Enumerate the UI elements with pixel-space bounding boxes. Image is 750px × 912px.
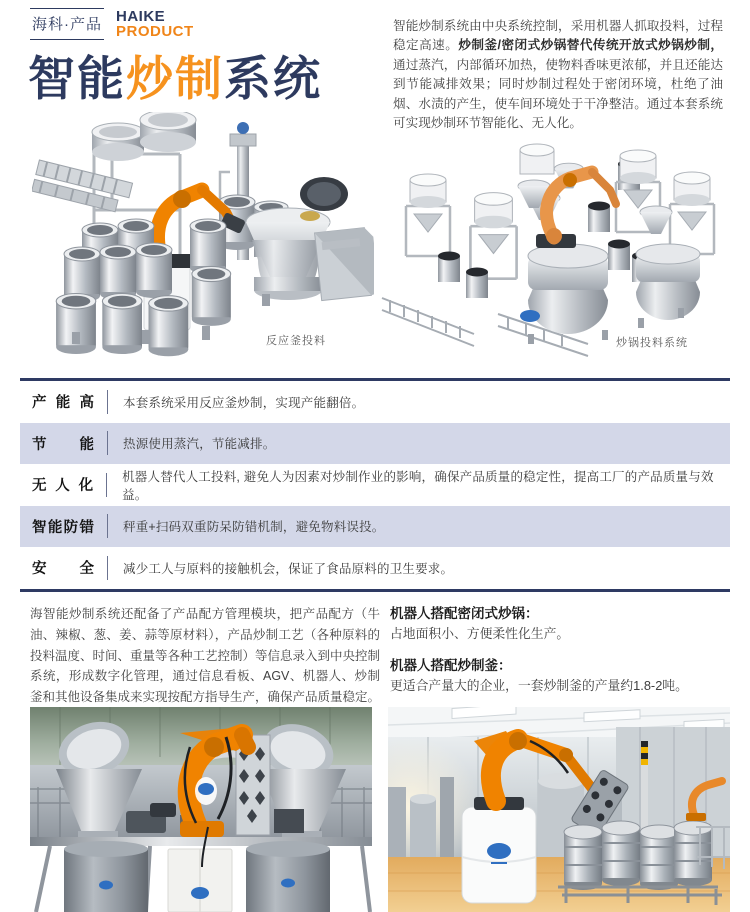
config-2-body: 更适合产量大的企业，一套炒制釜的产量约1.8-2吨。: [390, 678, 688, 693]
brand-english-product: PRODUCT: [116, 23, 194, 40]
config-1-heading: 机器人搭配密闭式炒锅：: [390, 606, 539, 621]
feature-desc: 机器人替代人工投料, 避免人为因素对炒制作业的影响，确保产品质量的稳定性，提高工厂的产品质量与效益。: [122, 469, 714, 502]
feature-row-safety: [20, 547, 730, 589]
intro-text-bold: 炒制釜/密闭式炒锅替代传统开放式炒锅炒制，: [458, 38, 724, 53]
feature-label: 无人化: [32, 478, 94, 495]
right-stations: [554, 150, 714, 254]
feature-row-capacity: [20, 381, 730, 423]
feature-label: 安全: [32, 561, 94, 578]
reaction-kettle-illustration: [32, 112, 374, 362]
render-wok-system-figure: [378, 138, 730, 362]
brand-english: [116, 9, 194, 39]
feature-row-unmanned: [20, 464, 730, 506]
feature-desc: 秤重+扫码双重防呆防错机制，避免物料误投。: [123, 520, 385, 535]
gripper-rack: [32, 160, 133, 214]
feature-desc: 减少工人与原料的接触机会，保证了食品原料的卫生要求。: [123, 561, 454, 576]
brand-english-haike: HAIKE: [116, 8, 166, 25]
brand-block: [30, 8, 194, 40]
config-1-body: 占地面积小、方便柔性化生产。: [390, 626, 570, 641]
title-part-2: 炒制: [126, 52, 224, 105]
control-box: [315, 227, 374, 301]
label-divider: [107, 390, 108, 414]
render-left-caption: 反应釜投料: [266, 335, 326, 347]
feature-row-error-proof: [20, 506, 730, 548]
label-divider: [107, 556, 108, 580]
wok-feeding-illustration: [378, 138, 730, 362]
label-divider: [106, 473, 107, 497]
config-2-heading: 机器人搭配炒制釜：: [390, 658, 512, 673]
title-part-1: 智能: [28, 52, 126, 105]
label-divider: [107, 514, 108, 538]
recipe-module-paragraph: 海智能炒制系统还配备了产品配方管理模块，把产品配方（牛油、辣椒、葱、姜、蒜等原材料），产品炒制工艺（各种原料的投料温度、时间、重量等各种工艺控制）等信息录入到中央控制系统，形成数字化管理，通过信息看板、AGV、机器人、炒制釜和其他设备集成来实现按配方指导生产，确保产品质量稳定。: [30, 607, 381, 705]
feature-label: 智能防错: [32, 519, 94, 536]
feature-desc: 热源使用蒸汽，节能减排。: [123, 437, 276, 452]
feature-desc: 本套系统采用反应釜炒制，实现产能翻倍。: [123, 395, 365, 410]
brand-chinese: 海科·产品: [30, 8, 104, 40]
photo-robot-drums: [388, 707, 730, 912]
intro-text-regular: 智能炒制系统由中央系统控制，采用机器人抓取投料，过程稳定高速。: [393, 19, 723, 53]
render-right-caption: 炒锅投料系统: [616, 337, 688, 349]
features-table: [20, 378, 730, 592]
feature-row-energy: [20, 423, 730, 465]
pedestal-tank: [462, 807, 536, 903]
config-options-column: [390, 604, 730, 708]
render-reaction-kettle-figure: [32, 112, 374, 362]
intro-text-regular-2: 通过蒸汽，内部循环加热，使物料香味更浓郁，并且还能达到节能减排效果；同时炒制过程处于密闭环境，杜绝了油烟、水渍的产生，使车间环境处于干净整洁。通过本套系统可实现炒制环节智能化、无人化。: [393, 57, 723, 131]
photo-robot-hoppers: [30, 707, 372, 912]
intro-paragraph: [393, 17, 723, 133]
factory-photo-right-illustration: [388, 707, 730, 912]
label-divider: [107, 431, 108, 455]
feature-label: 节能: [32, 436, 94, 453]
page-title: [28, 42, 322, 109]
title-part-3: 系统: [224, 52, 322, 105]
feature-label: 产能高: [32, 395, 94, 412]
factory-photo-left-illustration: [30, 707, 372, 912]
